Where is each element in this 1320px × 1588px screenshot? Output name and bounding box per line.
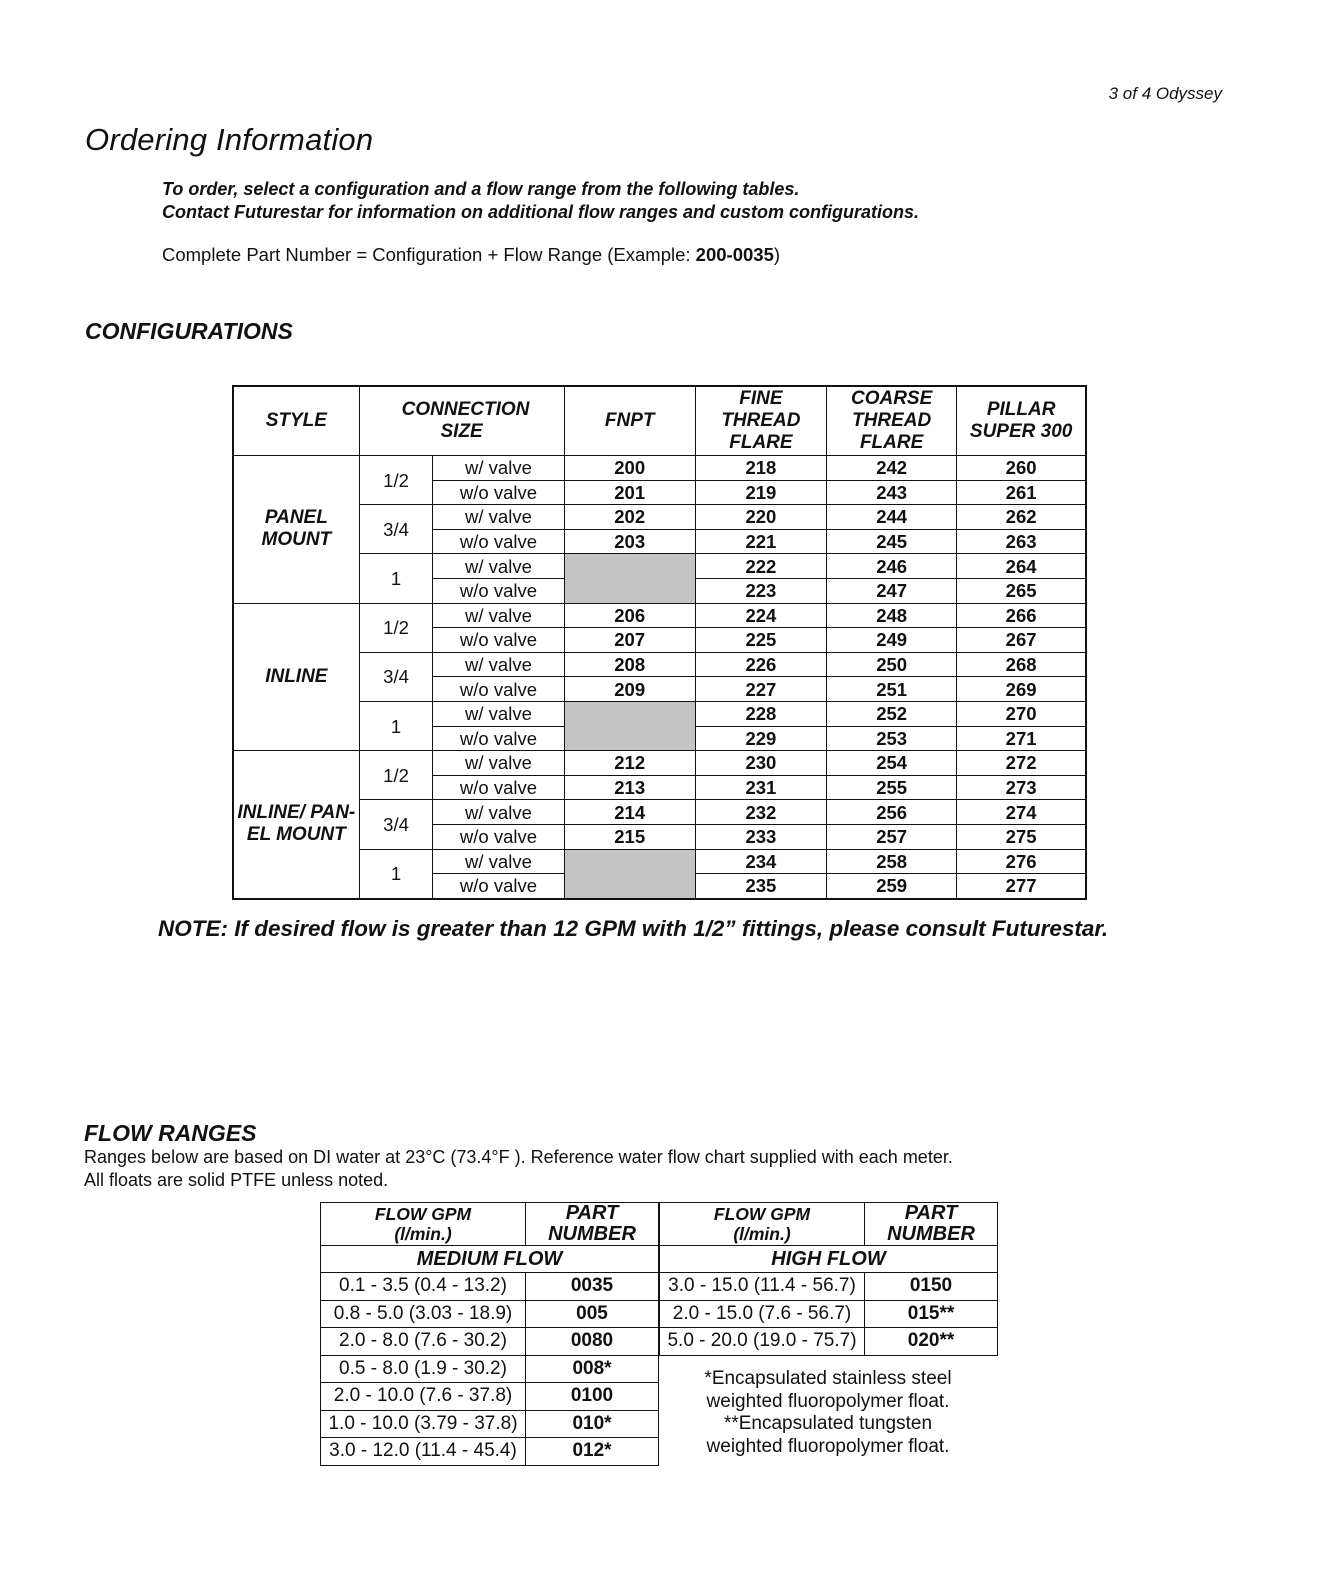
flow-range-cell: 1.0 - 10.0 (3.79 - 37.8) (321, 1410, 526, 1438)
fine-part-cell: 223 (695, 578, 826, 603)
valve-option-cell: w/ valve (433, 554, 564, 579)
flow-range-cell: 5.0 - 20.0 (19.0 - 75.7) (660, 1328, 865, 1356)
table-row (660, 1300, 998, 1328)
valve-option-cell: w/o valve (433, 529, 564, 554)
table-row (321, 1410, 659, 1438)
part-number-formula (162, 244, 780, 266)
fine-part-cell: 233 (695, 824, 826, 849)
connection-size-cell: 1 (359, 554, 433, 603)
fine-part-cell: 229 (695, 726, 826, 751)
flow-range-cell: 2.0 - 10.0 (7.6 - 37.8) (321, 1383, 526, 1411)
fnpt-part-cell: 200 (564, 456, 695, 481)
fine-part-cell: 234 (695, 849, 826, 874)
fine-part-cell: 224 (695, 603, 826, 628)
table-row (321, 1273, 659, 1301)
coarse-part-cell: 258 (827, 849, 957, 874)
flow-range-cell: 3.0 - 15.0 (11.4 - 56.7) (660, 1273, 865, 1301)
pillar-part-cell: 276 (957, 849, 1086, 874)
part-number-cell: 008* (526, 1355, 659, 1383)
pillar-part-cell: 263 (957, 529, 1086, 554)
part-number-cell: 010* (526, 1410, 659, 1438)
fnpt-part-cell: 214 (564, 800, 695, 825)
table-row (321, 1328, 659, 1356)
pillar-part-cell: 260 (957, 456, 1086, 481)
valve-option-cell: w/o valve (433, 824, 564, 849)
fine-part-cell: 218 (695, 456, 826, 481)
fnpt-part-cell: 208 (564, 652, 695, 677)
table-row (660, 1328, 998, 1356)
header-style: STYLE (233, 386, 359, 456)
pillar-part-cell: 261 (957, 480, 1086, 505)
flow-range-cell: 2.0 - 15.0 (7.6 - 56.7) (660, 1300, 865, 1328)
pillar-part-cell: 277 (957, 874, 1086, 899)
coarse-part-cell: 248 (827, 603, 957, 628)
flow-desc-line-2: All floats are solid PTFE unless noted. (84, 1170, 389, 1190)
fnpt-part-cell: 203 (564, 529, 695, 554)
flow-range-cell: 3.0 - 12.0 (11.4 - 45.4) (321, 1438, 526, 1466)
part-number-cell: 0150 (865, 1273, 998, 1301)
intro-line-2: Contact Futurestar for information on additional flow ranges and custom configurations. (162, 202, 920, 222)
intro-line-1: To order, select a configuration and a flow range from the following tables. (162, 179, 800, 199)
part-number-cell: 015** (865, 1300, 998, 1328)
valve-option-cell: w/ valve (433, 701, 564, 726)
header-part-number: PART NUMBER (526, 1203, 659, 1246)
valve-option-cell: w/ valve (433, 505, 564, 530)
coarse-part-cell: 256 (827, 800, 957, 825)
table-row (321, 1438, 659, 1466)
coarse-part-cell: 246 (827, 554, 957, 579)
coarse-part-cell: 255 (827, 775, 957, 800)
fnpt-part-cell: 215 (564, 824, 695, 849)
coarse-part-cell: 254 (827, 751, 957, 776)
valve-option-cell: w/ valve (433, 603, 564, 628)
part-number-cell: 005 (526, 1300, 659, 1328)
pillar-part-cell: 270 (957, 701, 1086, 726)
header-pillar-super-300: PILLAR SUPER 300 (957, 386, 1086, 456)
coarse-part-cell: 245 (827, 529, 957, 554)
connection-size-cell: 1 (359, 701, 433, 750)
valve-option-cell: w/o valve (433, 480, 564, 505)
table-row (233, 505, 1086, 530)
fine-part-cell: 225 (695, 628, 826, 653)
table-header-row (233, 386, 1086, 456)
valve-option-cell: w/o valve (433, 775, 564, 800)
valve-option-cell: w/ valve (433, 652, 564, 677)
coarse-part-cell: 249 (827, 628, 957, 653)
table-row (233, 603, 1086, 628)
header-coarse-thread-flare: COARSE THREAD FLARE (827, 386, 957, 456)
fine-part-cell: 232 (695, 800, 826, 825)
table-row (233, 800, 1086, 825)
connection-size-cell: 3/4 (359, 505, 433, 554)
valve-option-cell: w/o valve (433, 628, 564, 653)
pillar-part-cell: 274 (957, 800, 1086, 825)
fine-part-cell: 228 (695, 701, 826, 726)
valve-option-cell: w/ valve (433, 800, 564, 825)
style-cell: INLINE/ PAN- EL MOUNT (233, 751, 359, 899)
coarse-part-cell: 253 (827, 726, 957, 751)
table-row (233, 456, 1086, 481)
part-number-cell: 0035 (526, 1273, 659, 1301)
connection-size-cell: 3/4 (359, 652, 433, 701)
connection-size-cell: 1/2 (359, 603, 433, 652)
high-flow-label: HIGH FLOW (660, 1246, 998, 1273)
style-cell: INLINE (233, 603, 359, 751)
fnpt-part-cell: 209 (564, 677, 695, 702)
fnpt-part-cell: 212 (564, 751, 695, 776)
fine-part-cell: 220 (695, 505, 826, 530)
coarse-part-cell: 257 (827, 824, 957, 849)
pillar-part-cell: 273 (957, 775, 1086, 800)
coarse-part-cell: 251 (827, 677, 957, 702)
not-available-cell (564, 554, 695, 603)
part-number-cell: 0100 (526, 1383, 659, 1411)
fine-part-cell: 222 (695, 554, 826, 579)
flow-ranges-description (84, 1146, 953, 1192)
pillar-part-cell: 271 (957, 726, 1086, 751)
flow-note: NOTE: If desired flow is greater than 12 GPM with 1/2” fittings, please consult Futurestar. (158, 916, 1109, 941)
medium-flow-table (320, 1202, 659, 1466)
page-title: Ordering Information (85, 122, 374, 157)
flow-range-cell: 0.5 - 8.0 (1.9 - 30.2) (321, 1355, 526, 1383)
connection-size-cell: 1/2 (359, 751, 433, 800)
fine-part-cell: 221 (695, 529, 826, 554)
fine-part-cell: 226 (695, 652, 826, 677)
connection-size-cell: 1 (359, 849, 433, 899)
pillar-part-cell: 269 (957, 677, 1086, 702)
table-row (660, 1273, 998, 1301)
header-flow-gpm: FLOW GPM (l/min.) (660, 1203, 865, 1246)
coarse-part-cell: 242 (827, 456, 957, 481)
coarse-part-cell: 243 (827, 480, 957, 505)
connection-size-cell: 3/4 (359, 800, 433, 849)
fnpt-part-cell: 206 (564, 603, 695, 628)
valve-option-cell: w/ valve (433, 849, 564, 874)
float-footnotes (660, 1368, 996, 1458)
header-part-number: PART NUMBER (865, 1203, 998, 1246)
pillar-part-cell: 262 (957, 505, 1086, 530)
fnpt-part-cell: 213 (564, 775, 695, 800)
style-cell: PANEL MOUNT (233, 456, 359, 604)
page-number: 3 of 4 Odyssey (1108, 84, 1222, 103)
table-row (233, 554, 1086, 579)
table-row (321, 1355, 659, 1383)
valve-option-cell: w/o valve (433, 874, 564, 899)
header-fnpt: FNPT (564, 386, 695, 456)
fnpt-part-cell: 202 (564, 505, 695, 530)
coarse-part-cell: 244 (827, 505, 957, 530)
fine-part-cell: 227 (695, 677, 826, 702)
footnote-line: weighted fluoropolymer float. (706, 1435, 950, 1457)
pillar-part-cell: 275 (957, 824, 1086, 849)
not-available-cell (564, 849, 695, 899)
table-row (321, 1383, 659, 1411)
table-row (233, 849, 1086, 874)
fine-part-cell: 219 (695, 480, 826, 505)
fnpt-part-cell: 207 (564, 628, 695, 653)
part-number-cell: 020** (865, 1328, 998, 1356)
footnote-line: weighted fluoropolymer float. (706, 1390, 950, 1412)
flow-range-cell: 0.8 - 5.0 (3.03 - 18.9) (321, 1300, 526, 1328)
footnote-line: *Encapsulated stainless steel (704, 1368, 952, 1389)
flow-ranges-heading: FLOW RANGES (84, 1120, 257, 1146)
table-row (233, 652, 1086, 677)
pillar-part-cell: 264 (957, 554, 1086, 579)
pillar-part-cell: 266 (957, 603, 1086, 628)
coarse-part-cell: 247 (827, 578, 957, 603)
pillar-part-cell: 265 (957, 578, 1086, 603)
fnpt-part-cell: 201 (564, 480, 695, 505)
configurations-heading: CONFIGURATIONS (85, 318, 293, 344)
fine-part-cell: 235 (695, 874, 826, 899)
header-fine-thread-flare: FINE THREAD FLARE (695, 386, 826, 456)
formula-example: 200-0035 (695, 244, 774, 265)
configurations-table (232, 385, 1087, 900)
coarse-part-cell: 250 (827, 652, 957, 677)
part-number-cell: 0080 (526, 1328, 659, 1356)
pillar-part-cell: 268 (957, 652, 1086, 677)
header-flow-gpm: FLOW GPM (l/min.) (321, 1203, 526, 1246)
valve-option-cell: w/o valve (433, 726, 564, 751)
table-row (321, 1300, 659, 1328)
valve-option-cell: w/ valve (433, 751, 564, 776)
coarse-part-cell: 259 (827, 874, 957, 899)
intro-text (162, 178, 919, 224)
valve-option-cell: w/o valve (433, 677, 564, 702)
footnote-line: **Encapsulated tungsten (723, 1413, 933, 1434)
formula-close: ) (773, 244, 781, 265)
table-row (233, 751, 1086, 776)
flow-desc-line-1: Ranges below are based on DI water at 23°C (73.4°F ). Reference water flow chart supplied with each meter. (84, 1147, 953, 1167)
fine-part-cell: 231 (695, 775, 826, 800)
flow-range-cell: 0.1 - 3.5 (0.4 - 13.2) (321, 1273, 526, 1301)
table-row (233, 701, 1086, 726)
header-connection-size: CONNECTION SIZE (359, 386, 564, 456)
formula-text: Complete Part Number = Configuration + Flow Range (Example: (162, 244, 696, 265)
fine-part-cell: 230 (695, 751, 826, 776)
flow-range-cell: 2.0 - 8.0 (7.6 - 30.2) (321, 1328, 526, 1356)
valve-option-cell: w/ valve (433, 456, 564, 481)
medium-flow-label: MEDIUM FLOW (321, 1246, 659, 1273)
valve-option-cell: w/o valve (433, 578, 564, 603)
coarse-part-cell: 252 (827, 701, 957, 726)
pillar-part-cell: 267 (957, 628, 1086, 653)
part-number-cell: 012* (526, 1438, 659, 1466)
not-available-cell (564, 701, 695, 750)
connection-size-cell: 1/2 (359, 456, 433, 505)
high-flow-table (659, 1202, 998, 1356)
pillar-part-cell: 272 (957, 751, 1086, 776)
